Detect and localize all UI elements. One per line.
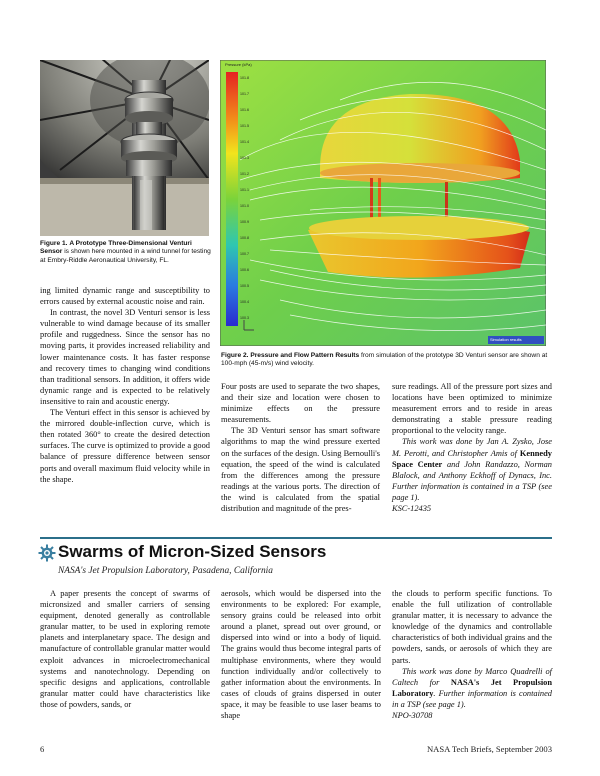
article2-paragraph: A paper presents the concept of swarms of micronsized and smaller carriers of sensing equipment, denoted generally as controllable granular matter, to be used in exploring remote planets and interplanetary space. The design and manufacture of controllable granular matter would exploit advances in microelectromechanical systems and nanotechnology. Depending on specific designs and applications, controllable granular matter could have characteristics like those of powders, sands, or [40,589,210,709]
article1-ref: KSC-12435 [392,504,432,514]
figure2-simulation [220,60,546,346]
scale-value-label: 101.6 [240,108,249,112]
article1-paragraph: ing limited dynamic range and susceptibility to errors caused by external acoustic noise and rain. [40,286,210,307]
scale-value-label: 100.3 [240,316,249,320]
publication-name: NASA Tech Briefs, September 2003 [426,744,552,754]
page-number: 6 [40,744,45,754]
scale-value-label: 100.9 [240,220,249,224]
figure1-label: Figure 1. [40,240,68,247]
article1-paragraph: Four posts are used to separate the two shapes, and their size and location were chosen to minimize effects on the pressure measurements. [221,382,380,425]
article2-ref: NPO-30708 [392,711,433,721]
figure1-caption [40,240,211,265]
scale-title: Pressure (kPa) [225,62,252,67]
center-name: Kennedy Space Center [392,448,552,469]
scale-value-label: 101.3 [240,156,249,160]
article1-paragraph: In contrast, the novel 3D Venturi sensor is less vulnerable to wind damage because of its smaller profile and ruggedness. Since the sensor has no moving parts, it provides increased reliability and lower maintenance costs. It has faster response and recovery times to changing wind conditions than traditional sensors. In addition, it offers wide dynamic range and is expected to be relatively insensitive to rain and acoustic energy. [40,308,210,406]
simulation-label: Simulation results [490,337,522,342]
article1-column-2 [221,381,380,514]
scale-value-label: 101.5 [240,124,249,128]
scale-value-label: 101.8 [240,76,249,80]
article2-credit: This work was done by Marco Quadrelli of Caltech for NASA's Jet Propulsion Laboratory. Further information is contained in a TSP (see page 1). [392,666,553,709]
article2-paragraph: the clouds to perform specific functions. To enable the full utilization of controllable granular matter, it is necessary to advance the knowledge of the dynamics and controllable characteristics of both individual grains and the powders, sands, or aerosols of which they are parts. [392,589,552,665]
pressure-color-scale [226,72,238,326]
article1-paragraph: The Venturi effect in this sensor is achieved by the mirrored double-inflection curve, which is then rotated 360° to create the desired detection surfaces. The curve is optimized to provide a good balance of pressure difference between sensor ports and overall maximum fluid velocity while in the shape. [40,408,210,484]
article1-credit: This work was done by Jan A. Zysko, Jose M. Perotti, and Christopher Amis of Kennedy Space Center and John Randazzo, Norman Blalock, and Anthony Eckhoff of Dynacs, Inc. Further information is contained in a TSP (see page 1). [392,437,552,502]
article2-title: Swarms of Micron-Sized Sensors [58,542,327,561]
figure1-rest: is shown here mounted in a wind tunnel for testing at Embry-Riddle Aeronautical University, FL. [40,248,211,264]
article2-column-3 [392,588,552,721]
scale-values [240,70,264,326]
scale-value-label: 100.8 [240,236,249,240]
figure2-rest: from simulation of the prototype 3D Venturi sensor are shown at 100-mph (45-m/s) wind velocity. [221,352,548,368]
article2-byline: NASA's Jet Propulsion Laboratory, Pasadena, California [58,566,273,576]
center-name: NASA's Jet Propulsion Laboratory [392,677,553,698]
wind-tunnel-sensor-image [40,60,209,236]
scale-value-label: 101.0 [240,204,249,208]
scale-value-label: 101.2 [240,172,249,176]
scale-value-label: 101.1 [240,188,249,192]
figure1-photo [40,60,209,236]
article1-paragraph: sure readings. All of the pressure port sizes and locations have been optimized to minimize measurement errors and to reside in areas demonstrating a stable pressure reading proportional to the velocity range. [392,382,552,436]
article1-column-3 [392,381,552,514]
article2-column-2 [221,588,381,721]
figure2-caption [221,352,551,369]
scale-value-label: 100.5 [240,284,249,288]
figure2-label: Figure 2. [221,352,249,359]
article2-paragraph: aerosols, which would be dispersed into the environments to be explored: For example, sensory grains could be released into orbit around a planet, spread out over ground, or dispersed into wind or into a body of liquid. The grains would thus become integral parts of multiphase environments, where they would function individually and/or collectively to gather information about the environments. In cases of clouds of grains dispersed in outer space, it may be feasible to use laser beams to shape [221,589,381,721]
figure1-title: A Prototype Three-Dimensional Venturi Sensor [40,240,192,256]
gear-icon [38,544,56,562]
scale-value-label: 101.4 [240,140,249,144]
figure2-title: Pressure and Flow Pattern Results [250,352,360,359]
scale-value-label: 100.4 [240,300,249,304]
scale-value-label: 100.6 [240,268,249,272]
section-divider [40,537,552,539]
scale-value-label: 100.7 [240,252,249,256]
scale-value-label: 101.7 [240,92,249,96]
article2-column-1 [40,588,210,710]
pressure-flow-simulation-image [220,60,546,346]
article1-paragraph: The 3D Venturi sensor has smart software algorithms to map the wind pressure exerted on the surfaces of the design. Using Bernoulli's equation, the speed of the wind is calculated from the differences among the pressure readings at the various ports. The direction of the wind is calculated from the spatial distribution and magnitude of the pres- [221,426,380,514]
article1-column-1 [40,285,210,485]
